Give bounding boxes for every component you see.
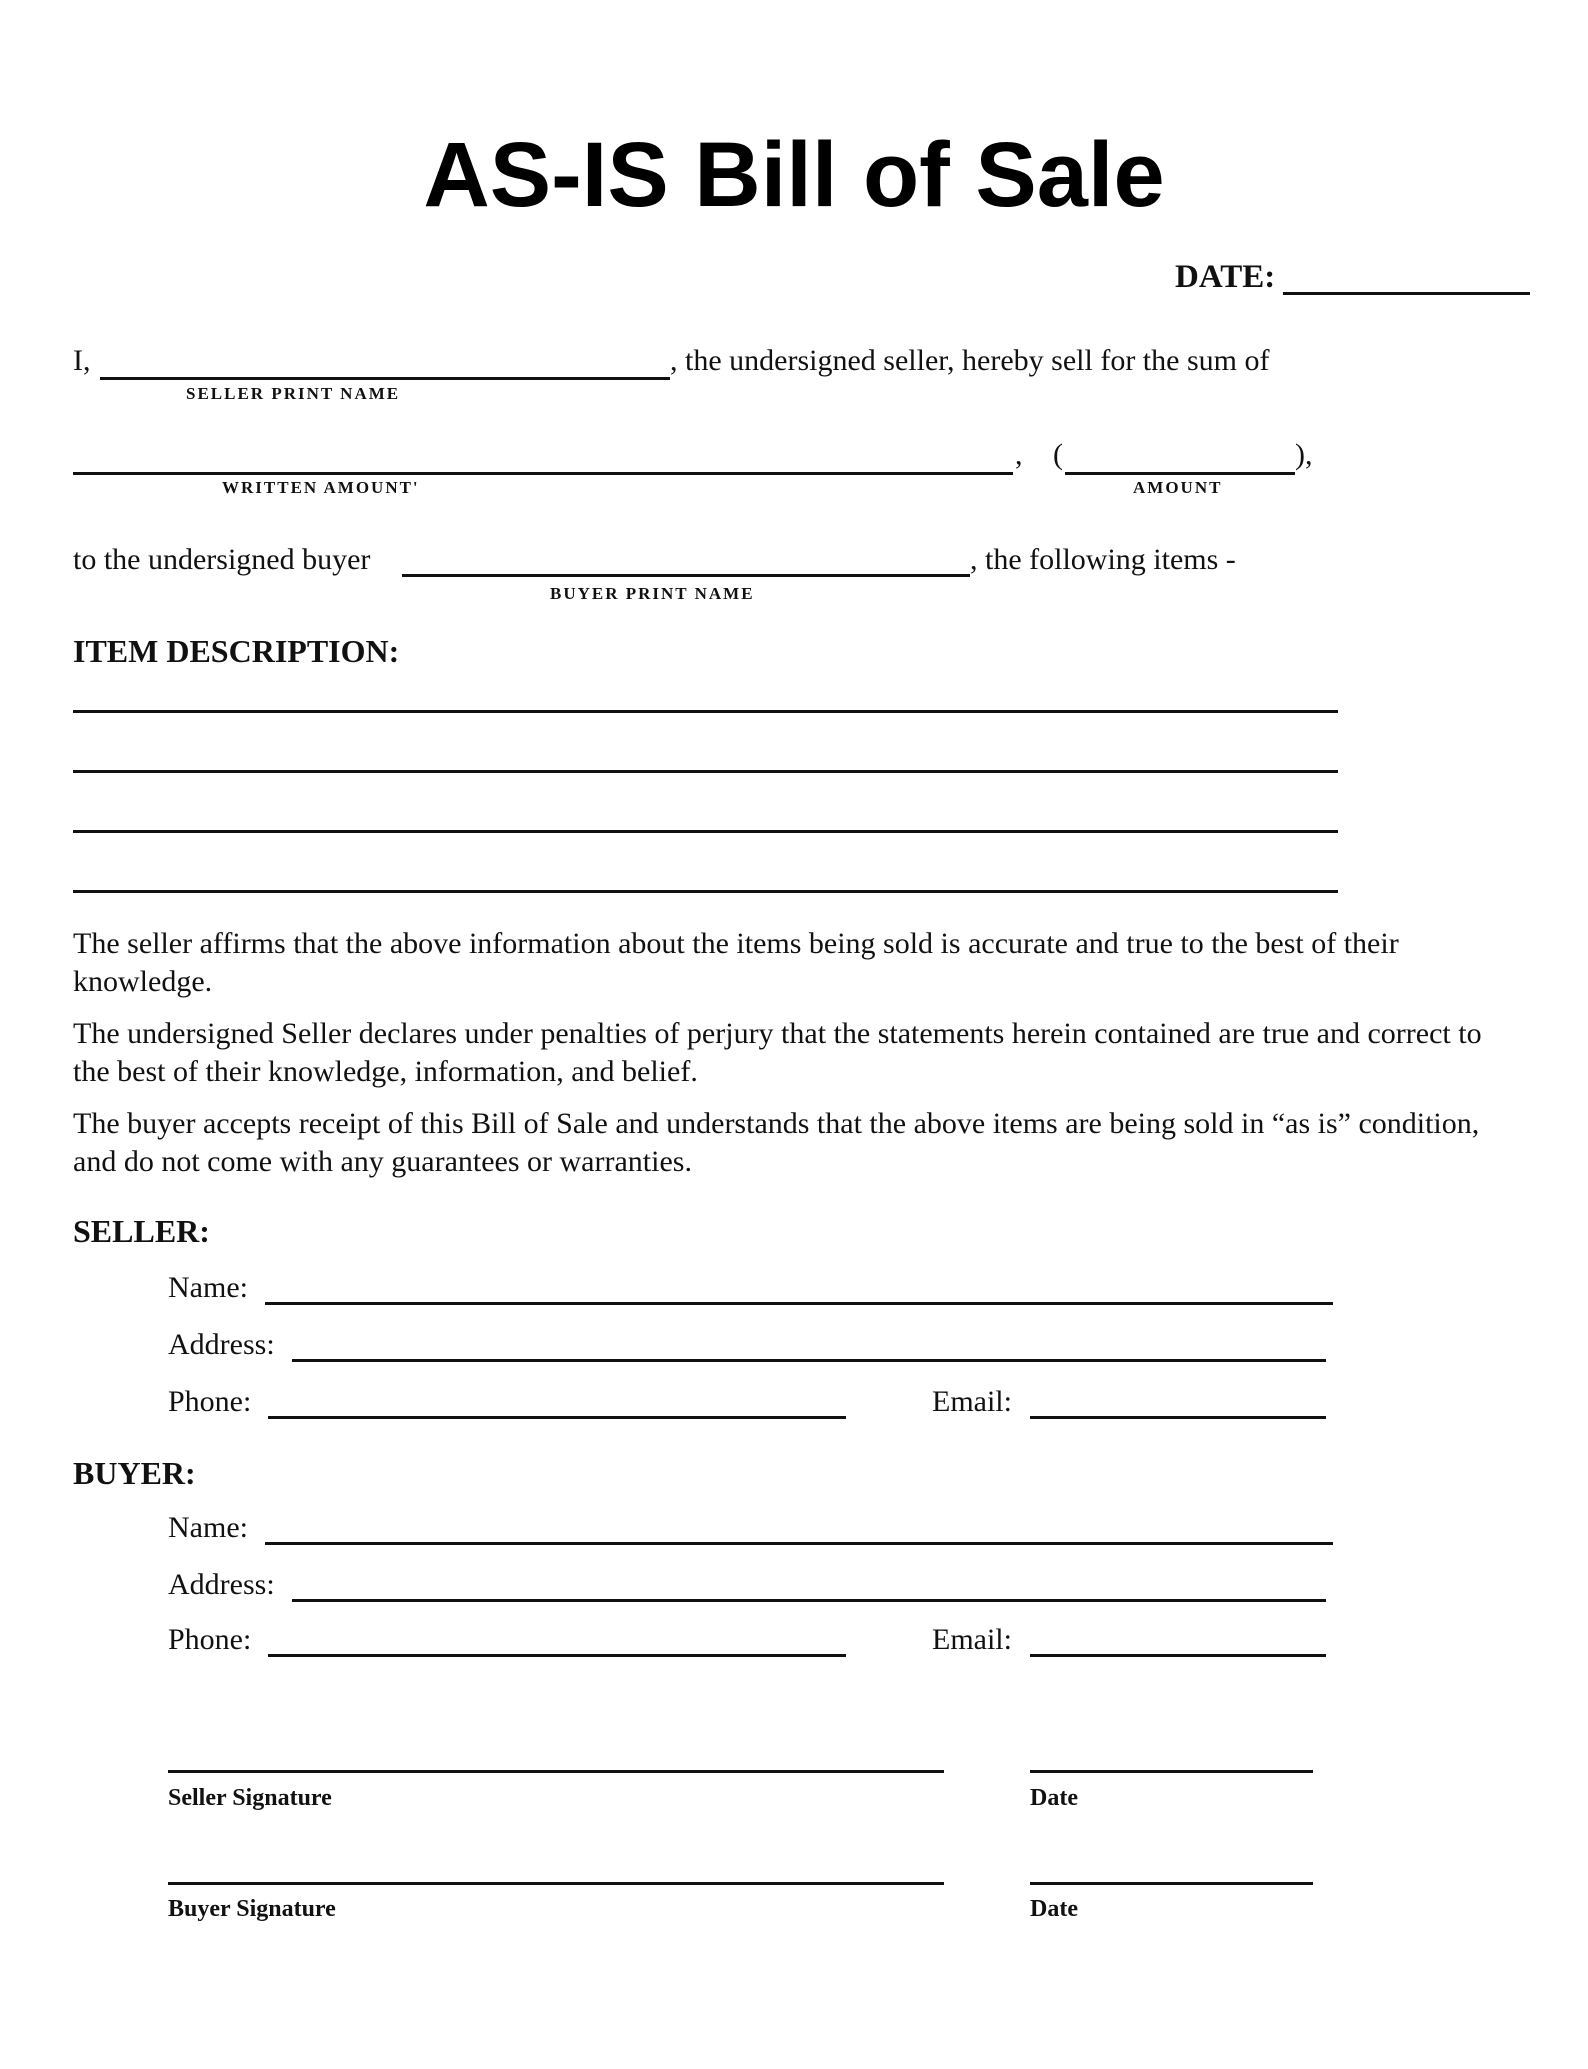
- buyer-heading: BUYER:: [73, 1455, 196, 1491]
- perjury-paragraph: The undersigned Seller declares under penalties of perjury that the statements herein contained are true and correct to the best of their knowledge, information, and belief.: [73, 1017, 1482, 1088]
- written-amount-comma: ,: [1015, 438, 1023, 471]
- buyer-print-name-caption: BUYER PRINT NAME: [550, 584, 755, 603]
- seller-signature-field[interactable]: [168, 1770, 944, 1773]
- buyer-email-label: Email:: [932, 1623, 1012, 1656]
- seller-heading: SELLER:: [73, 1213, 210, 1249]
- buyer-signature-label: Buyer Signature: [168, 1896, 336, 1922]
- date-field[interactable]: [1283, 292, 1530, 295]
- buyer-email-field[interactable]: [1030, 1654, 1326, 1657]
- buyer-signature-date-label: Date: [1030, 1896, 1078, 1922]
- seller-phone-label: Phone:: [168, 1385, 252, 1418]
- line3-prefix: to the undersigned buyer: [73, 543, 371, 576]
- date-label: DATE:: [1175, 259, 1276, 295]
- seller-email-field[interactable]: [1030, 1416, 1326, 1419]
- seller-address-label: Address:: [168, 1328, 275, 1361]
- seller-print-name-caption: SELLER PRINT NAME: [186, 384, 401, 403]
- seller-signature-label: Seller Signature: [168, 1785, 332, 1811]
- item-description-line-1[interactable]: [73, 710, 1338, 713]
- seller-signature-date-field[interactable]: [1030, 1770, 1313, 1773]
- amount-open-paren: (: [1053, 438, 1063, 471]
- buyer-signature-date-field[interactable]: [1030, 1882, 1313, 1885]
- line3-suffix: , the following items -: [970, 543, 1236, 576]
- buyer-signature-field[interactable]: [168, 1882, 944, 1885]
- written-amount-caption: WRITTEN AMOUNT': [222, 478, 420, 497]
- seller-address-field[interactable]: [292, 1359, 1326, 1362]
- item-description-label: ITEM DESCRIPTION:: [73, 633, 400, 669]
- line1-suffix: , the undersigned seller, hereby sell for the sum of: [670, 344, 1270, 377]
- as-is-paragraph: The buyer accepts receipt of this Bill of Sale and understands that the above items are being sold in “as is” condition, and do not come with any guarantees or warranties.: [73, 1107, 1480, 1178]
- amount-caption: AMOUNT: [1133, 478, 1223, 497]
- amount-close-paren: ),: [1295, 438, 1313, 471]
- buyer-phone-field[interactable]: [268, 1654, 846, 1657]
- item-description-line-3[interactable]: [73, 830, 1338, 833]
- buyer-phone-label: Phone:: [168, 1623, 252, 1656]
- buyer-print-name-field[interactable]: [402, 574, 970, 577]
- written-amount-field[interactable]: [73, 472, 1013, 475]
- seller-email-label: Email:: [932, 1385, 1012, 1418]
- item-description-line-2[interactable]: [73, 770, 1338, 773]
- seller-name-field[interactable]: [265, 1302, 1333, 1305]
- seller-signature-date-label: Date: [1030, 1785, 1078, 1811]
- document-title: AS-IS Bill of Sale: [423, 124, 1165, 226]
- buyer-name-label: Name:: [168, 1511, 248, 1544]
- buyer-name-field[interactable]: [265, 1542, 1333, 1545]
- amount-field[interactable]: [1065, 472, 1295, 475]
- buyer-address-label: Address:: [168, 1568, 275, 1601]
- seller-print-name-field[interactable]: [100, 377, 670, 380]
- seller-name-label: Name:: [168, 1271, 248, 1304]
- buyer-address-field[interactable]: [292, 1599, 1326, 1602]
- line1-prefix: I,: [73, 344, 91, 377]
- item-description-line-4[interactable]: [73, 890, 1338, 893]
- seller-phone-field[interactable]: [268, 1416, 846, 1419]
- affirmation-paragraph: The seller affirms that the above information about the items being sold is accurate and true to the best of their knowledge.: [73, 927, 1399, 998]
